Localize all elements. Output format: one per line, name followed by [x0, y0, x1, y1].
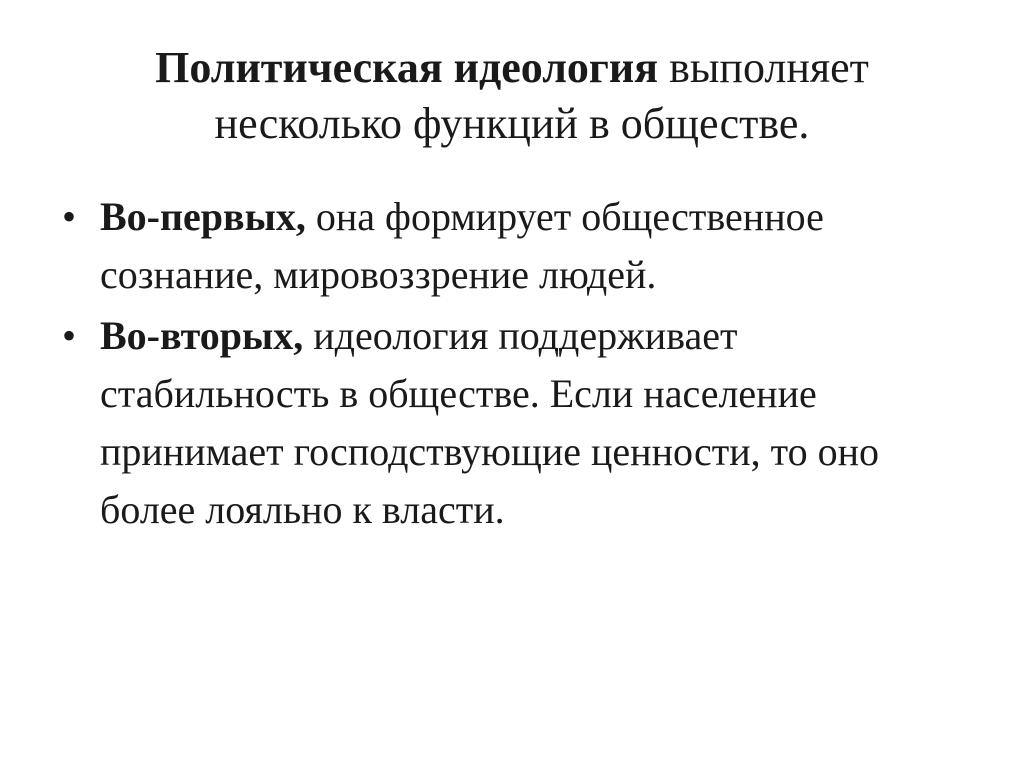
- title-bold: Политическая идеология: [155, 43, 659, 92]
- bullet-list: [60, 188, 960, 542]
- bullet-lead: Во-вторых,: [100, 313, 304, 358]
- bullet-dot-icon: •: [62, 313, 77, 358]
- bullet-lead: Во-первых,: [100, 194, 306, 239]
- slide-title: [60, 40, 964, 152]
- bullet-dot-icon: •: [62, 194, 77, 239]
- bullet-text: идеология поддерживает стабильность в обществе. Если население принимает господствующие ценности, то оно более лояльно к власти.: [100, 313, 879, 532]
- bullet-item-first: [60, 188, 960, 304]
- bullet-text: она формирует общественное сознание, мировоззрение людей.: [100, 194, 824, 297]
- title-rest: выполняет несколько функций в обществе.: [214, 43, 869, 148]
- bullet-item-second: [60, 307, 960, 539]
